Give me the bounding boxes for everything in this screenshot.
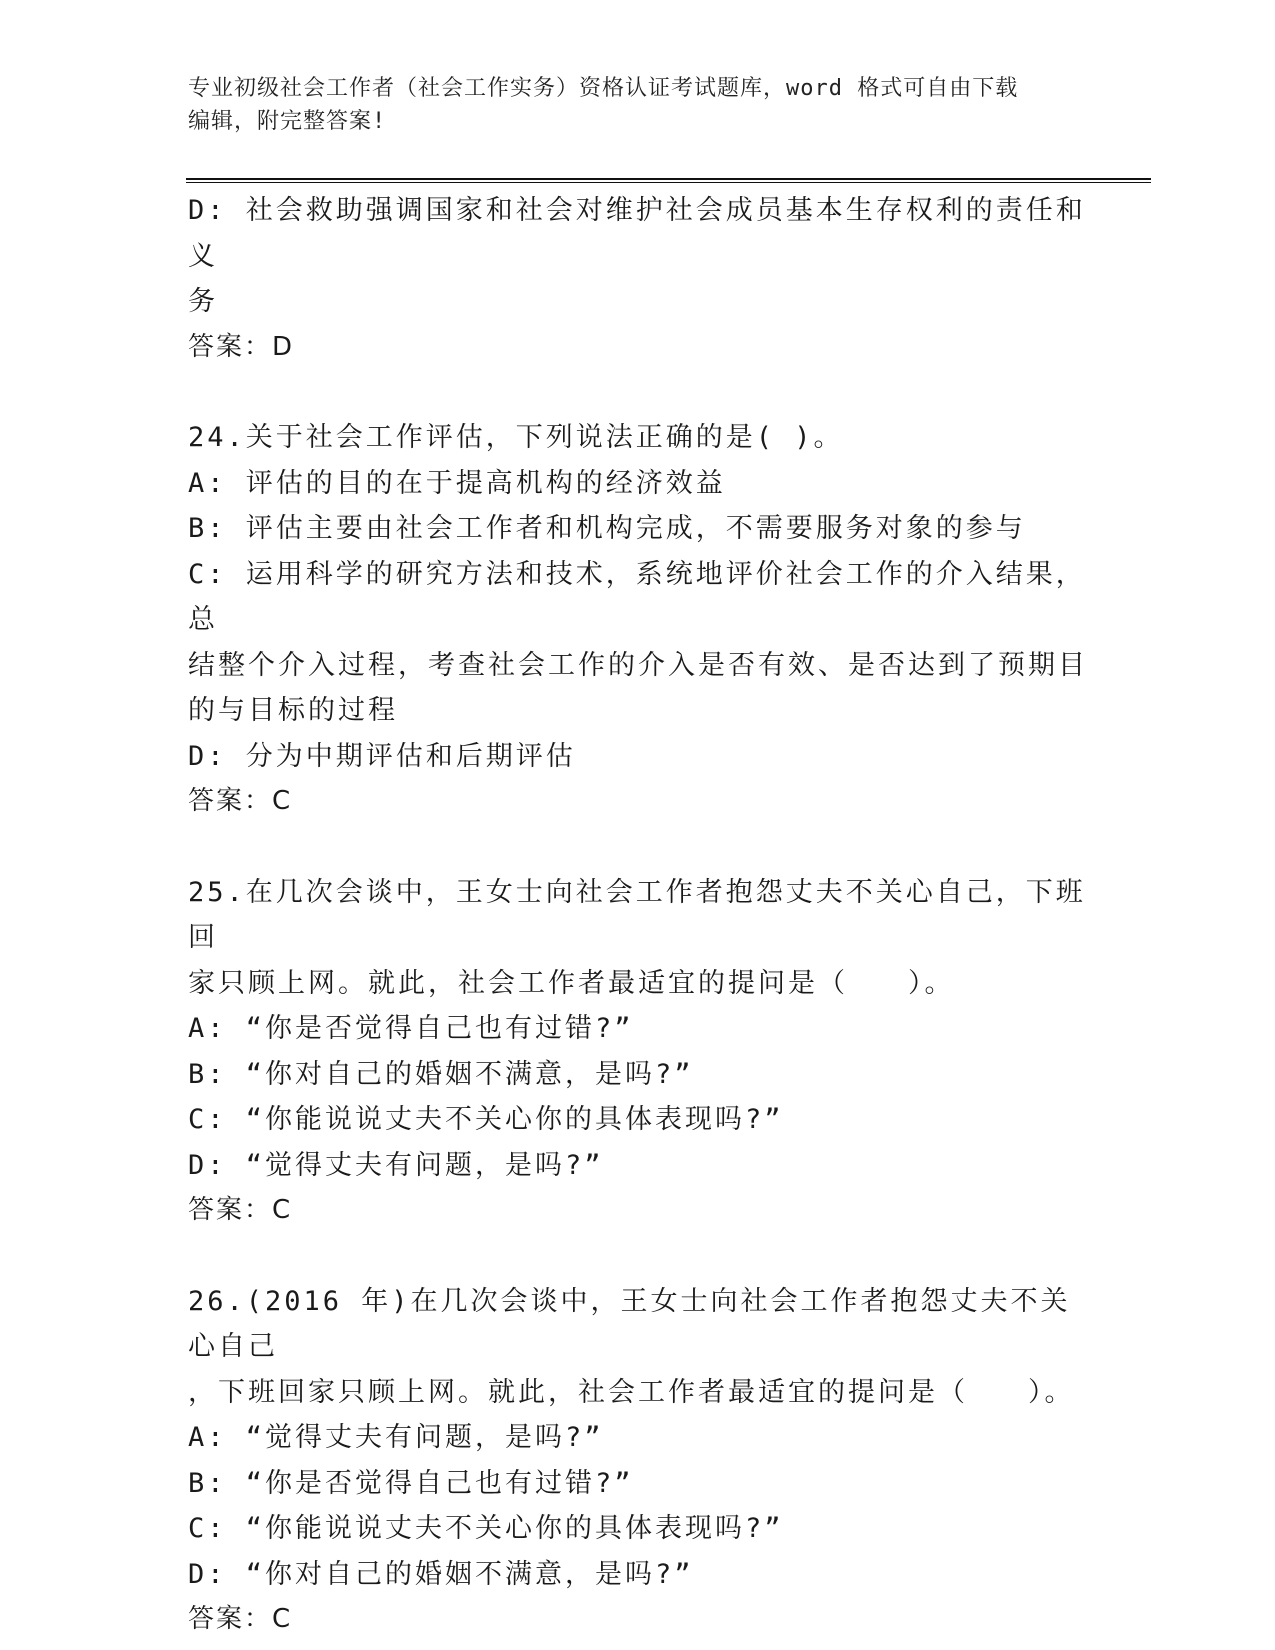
question-25 <box>188 870 1088 1234</box>
spacer <box>188 825 1088 870</box>
header-line-2: 编辑，附完整答案! <box>188 109 387 134</box>
spacer <box>188 1234 1088 1279</box>
option-d: D: “觉得丈夫有问题，是吗?” <box>188 1149 604 1181</box>
option-d: D: 社会救助强调国家和社会对维护社会成员基本生存权利的责任和义 <box>188 195 1086 272</box>
answer: 答案：C <box>188 786 293 816</box>
question-24 <box>188 415 1088 825</box>
question-stem: 26.(2016 年)在几次会谈中，王女士向社会工作者抱怨丈夫不关心自己 <box>188 1285 1071 1362</box>
option-b: B: 评估主要由社会工作者和机构完成，不需要服务对象的参与 <box>188 513 1026 544</box>
answer: 答案：D <box>188 331 295 362</box>
option-c-continued: 的与目标的过程 <box>188 695 398 726</box>
option-d: D: 分为中期评估和后期评估 <box>188 740 576 772</box>
question-stem: 24.关于社会工作评估，下列说法正确的是( )。 <box>188 422 844 453</box>
option-b: B: “你对自己的婚姻不满意，是吗?” <box>188 1058 694 1090</box>
header-divider-thick <box>186 178 1151 180</box>
answer: 答案：C <box>188 1195 293 1225</box>
header-line-1: 专业初级社会工作者（社会工作实务）资格认证考试题库，word 格式可自由下载 <box>188 76 1019 101</box>
option-d-continued: 务 <box>188 286 218 317</box>
option-c: C: 运用科学的研究方法和技术，系统地评价社会工作的介入结果，总 <box>188 558 1086 635</box>
question-26 <box>188 1279 1088 1643</box>
spacer <box>188 370 1088 415</box>
document-header <box>188 72 1088 138</box>
option-a: A: “你是否觉得自己也有过错?” <box>188 1013 634 1044</box>
question-23-continuation <box>188 188 1088 370</box>
option-c: C: “你能说说丈夫不关心你的具体表现吗?” <box>188 1513 784 1544</box>
header-divider-thin <box>186 182 1151 183</box>
option-d: D: “你对自己的婚姻不满意，是吗?” <box>188 1558 694 1590</box>
question-stem-continued: 家只顾上网。就此，社会工作者最适宜的提问是（ ）。 <box>188 967 955 999</box>
option-c-continued: 结整个介入过程，考查社会工作的介入是否有效、是否达到了预期目 <box>188 649 1088 681</box>
option-b: B: “你是否觉得自己也有过错?” <box>188 1467 634 1499</box>
option-a: A: 评估的目的在于提高机构的经济效益 <box>188 467 726 499</box>
question-stem: 25.在几次会谈中，王女士向社会工作者抱怨丈夫不关心自己，下班回 <box>188 876 1086 953</box>
question-stem-continued: ，下班回家只顾上网。就此，社会工作者最适宜的提问是（ ）。 <box>188 1376 1075 1408</box>
option-c: C: “你能说说丈夫不关心你的具体表现吗?” <box>188 1104 784 1135</box>
option-a: A: “觉得丈夫有问题，是吗?” <box>188 1422 604 1453</box>
document-body <box>188 188 1088 1643</box>
answer: 答案：C <box>188 1604 293 1634</box>
